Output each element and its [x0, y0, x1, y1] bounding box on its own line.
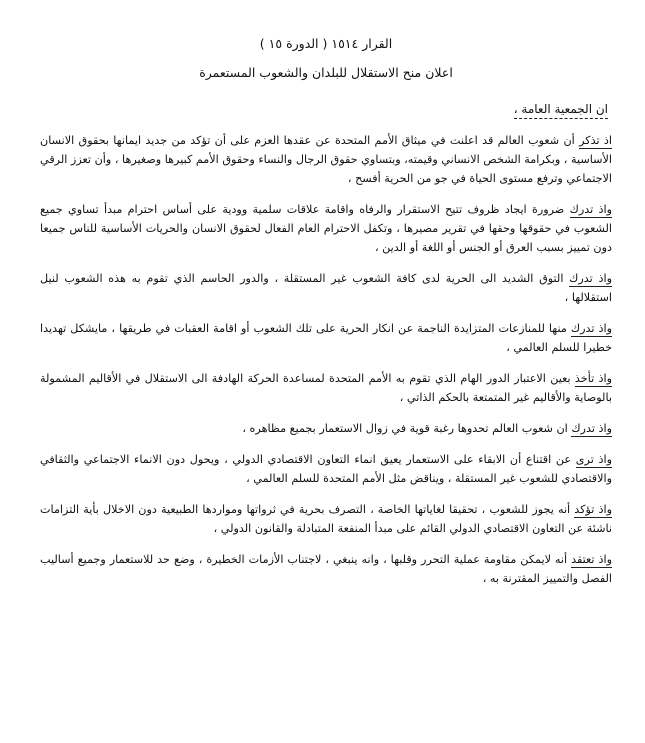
- paragraph-text: ان شعوب العالم تحدوها رغبة قوية في زوال الاستعمار بجميع مظاهره ،: [242, 422, 572, 435]
- preamble-paragraph-2: [40, 200, 612, 257]
- paragraph-text: منها للمنازعات المتزايدة الناجمة عن انكار الحرية على تلك الشعوب أو اقامة العقبات في طريقها ، مايشكل تهديدا خطيرا للسلم العالمي ،: [40, 322, 612, 354]
- preamble-paragraph-5: [40, 369, 612, 407]
- paragraph-lead: واذ تدرك: [569, 203, 612, 216]
- preamble-paragraph-1: [40, 131, 612, 188]
- paragraph-text: بعين الاعتبار الدور الهام الذي تقوم به الأمم المتحدة لمساعدة الحركة الهادفة الى الاستقلال في الأقاليم المشمولة بالوصاية والأقاليم غير المتمتعة بالحكم الذاتي ،: [40, 372, 612, 404]
- addressee-line: [40, 100, 612, 119]
- paragraph-text: أنه لايمكن مقاومة عملية التحرر وقلبها ، وانه ينبغي ، لاجتناب الأزمات الخطيرة ، وضع حد للاستعمار وجميع أساليب الفصل والتمييز المقترنة به ،: [40, 553, 612, 585]
- paragraph-text: التوق الشديد الى الحرية لدى كافة الشعوب غير المستقلة ، والدور الحاسم الذي تقوم به هذه الشعوب لنيل استقلالها ،: [40, 272, 612, 304]
- preamble-paragraph-3: [40, 269, 612, 307]
- preamble-paragraph-9: [40, 550, 612, 588]
- paragraph-lead: واذ تدرك: [569, 272, 612, 285]
- paragraph-lead: واذ ترى: [575, 453, 612, 466]
- preamble-paragraph-7: [40, 450, 612, 488]
- paragraph-lead: واذ تأخذ: [574, 372, 613, 385]
- addressee-text: ان الجمعية العامة ،: [514, 102, 608, 119]
- paragraph-lead: واذ تدرك: [570, 322, 612, 335]
- paragraph-text: أنه يجوز للشعوب ، تحقيقا لغاياتها الخاصة ، التصرف بحرية في ثرواتها ومواردها الطبيعية دون الاخلال بأية التزامات ناشئة عن التعاون الاقتصادي الدولي القائم على مبدأ المنفعة المتبادلة والقانون الدولي ،: [40, 503, 612, 535]
- paragraph-lead: واذ تعتقد: [571, 553, 612, 566]
- preamble-paragraph-4: [40, 319, 612, 357]
- paragraph-text: عن اقتناع أن الابقاء على الاستعمار يعيق انماء التعاون الاقتصادي الدولي ، ويحول دون الانماء الاجتماعي والثقافي والاقتصادي للشعوب غير المستقلة ، ويناقض مثل الأمم المتحدة للسلم العالمي ،: [40, 453, 612, 485]
- preamble-paragraph-6: [40, 419, 612, 438]
- resolution-number: القرار ١٥١٤ ( الدورة ١٥ ): [259, 36, 393, 51]
- paragraph-lead: واذ تدرك: [571, 422, 612, 435]
- paragraph-text: ضرورة ايجاد ظروف تتيح الاستقرار والرفاه واقامة علاقات سلمية وودية على أساس احترام مبدأ تساوي جميع الشعوب في حقوقها وحقها في تقرير مصيرها ، وتكفل الاحترام العام الفعال لحقوق الانسان والحريات الأساسية للناس جميعا دون تمييز بسبب العرق أو الجنس أو اللغة أو الدين ،: [40, 203, 612, 254]
- preamble-paragraph-8: [40, 500, 612, 538]
- paragraph-lead: واذ تؤكد: [574, 503, 613, 516]
- paragraph-text: أن شعوب العالم قد اعلنت في ميثاق الأمم المتحدة عن عقدها العزم على أن تؤكد من جديد ايمانها بحقوق الانسان الأساسية ، وبكرامة الشخص الانساني وقيمته، وبتساوي حقوق الرجال والنساء وحقوق الأمم كبيرها وصغيرها ، وأن تعزز الرقي الاجتماعي وترفع مستوى الحياة في جو من الحرية أفسح ،: [40, 134, 612, 185]
- document-body: [40, 34, 612, 600]
- paragraph-lead: اذ تذكر: [579, 134, 612, 147]
- document-title: اعلان منح الاستقلال للبلدان والشعوب المستعمرة: [199, 65, 453, 80]
